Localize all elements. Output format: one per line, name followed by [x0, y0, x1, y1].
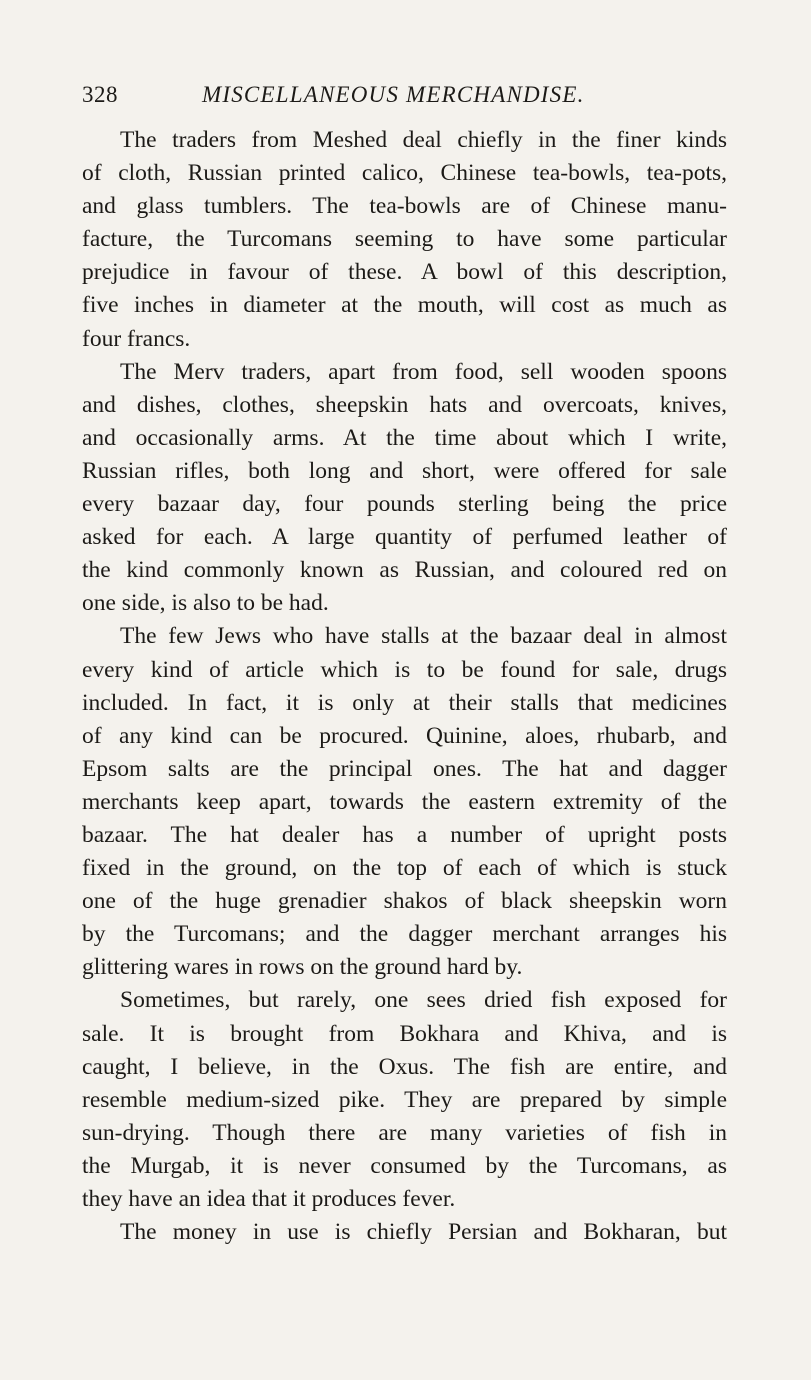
text-line: Sometimes, but rarely, one sees dried fish exposed for — [120, 987, 727, 1014]
text-line: by the Turcomans; and the dagger merchant arranges his — [82, 921, 727, 948]
text-line: caught, I believe, in the Oxus. The fish are entire, and — [82, 1053, 727, 1080]
text-line: every bazaar day, four pounds sterling being the price — [82, 491, 727, 518]
text-line: The few Jews who have stalls at the bazaar deal in almost — [120, 623, 727, 650]
page-header — [82, 78, 727, 112]
text-line: resemble medium-sized pike. They are prepared by simple — [82, 1086, 727, 1113]
text-line: Epsom salts are the principal ones. The hat and dagger — [82, 755, 727, 782]
text-line: and glass tumblers. The tea-bowls are of Chinese manu- — [82, 193, 727, 220]
text-line: and occasionally arms. At the time about which I write, — [82, 424, 727, 451]
text-line: every kind of article which is to be found for sale, drugs — [82, 656, 727, 683]
text-line: one of the huge grenadier shakos of black sheepskin worn — [82, 888, 727, 915]
text-line: the Murgab, it is never consumed by the Turcomans, as — [82, 1152, 727, 1179]
text-line: asked for each. A large quantity of perfumed leather of — [82, 524, 727, 551]
text-line: facture, the Turcomans seeming to have some particular — [82, 226, 727, 253]
text-line: The money in use is chiefly Persian and Bokharan, but — [120, 1219, 727, 1246]
running-title: MISCELLANEOUS MERCHANDISE. — [202, 82, 585, 107]
text-line: merchants keep apart, towards the eastern extremity of the — [82, 788, 727, 815]
text-line: glittering wares in rows on the ground hard by. — [82, 954, 523, 981]
text-line: the kind commonly known as Russian, and coloured red on — [82, 557, 727, 584]
text-line: included. In fact, it is only at their stalls that medicines — [82, 689, 727, 716]
text-line: fixed in the ground, on the top of each of which is stuck — [82, 855, 727, 882]
text-line: and dishes, clothes, sheepskin hats and overcoats, knives, — [82, 391, 727, 418]
text-line: of cloth, Russian printed calico, Chinese tea-bowls, tea-pots, — [82, 160, 727, 187]
text-line: prejudice in favour of these. A bowl of this description, — [82, 259, 727, 286]
text-line: five inches in diameter at the mouth, will cost as much as — [82, 292, 727, 319]
text-line: Russian rifles, both long and short, were offered for sale — [82, 457, 727, 484]
text-line: sale. It is brought from Bokhara and Khiva, and is — [82, 1020, 727, 1047]
text-line: bazaar. The hat dealer has a number of upright posts — [82, 821, 727, 848]
body-text — [82, 124, 727, 1249]
text-line: one side, is also to be had. — [82, 590, 329, 617]
text-line: sun-drying. Though there are many varieties of fish in — [82, 1119, 727, 1146]
text-line: The traders from Meshed deal chiefly in the finer kinds — [120, 127, 727, 153]
text-line: The Merv traders, apart from food, sell wooden spoons — [120, 358, 727, 385]
text-line: of any kind can be procured. Quinine, aloes, rhubarb, and — [82, 722, 727, 749]
text-line: four francs. — [82, 325, 191, 352]
text-line: they have an idea that it produces fever. — [82, 1186, 456, 1212]
page-number: 328 — [82, 82, 118, 107]
